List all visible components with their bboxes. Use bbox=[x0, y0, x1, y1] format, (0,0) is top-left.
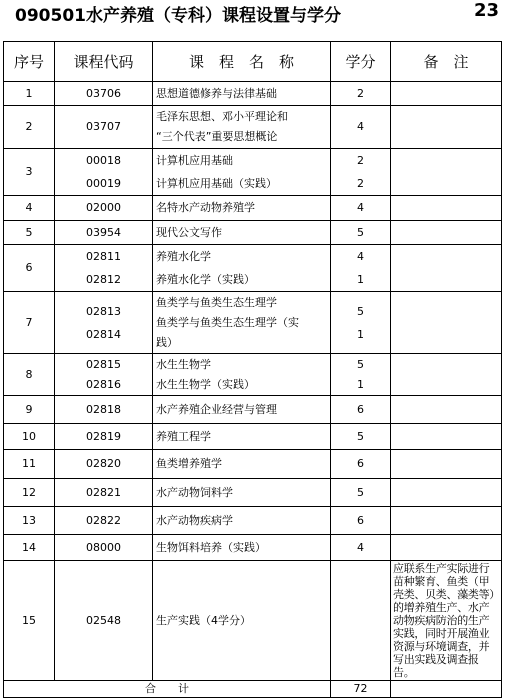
course-code-line: 02811 bbox=[86, 250, 121, 263]
total-label: 合 计 bbox=[4, 681, 331, 698]
table-row bbox=[4, 396, 502, 424]
col-header-credit: 学分 bbox=[331, 42, 391, 82]
credit-line: 1 bbox=[357, 377, 364, 391]
course-code: 03707 bbox=[55, 106, 153, 149]
credit: 6 bbox=[331, 507, 391, 535]
row-number: 13 bbox=[4, 507, 55, 535]
note-cell bbox=[391, 149, 502, 196]
course-code: 08000 bbox=[55, 535, 153, 561]
credit bbox=[331, 292, 391, 354]
table-row bbox=[4, 106, 502, 149]
credit bbox=[331, 149, 391, 196]
course-code-line: 00019 bbox=[86, 177, 121, 190]
credit-line: 1 bbox=[357, 327, 364, 341]
col-header-no: 序号 bbox=[4, 42, 55, 82]
table-row bbox=[4, 507, 502, 535]
course-name-line: 养殖水化学 bbox=[156, 250, 211, 263]
course-name-line: 鱼类学与鱼类生态生理学 bbox=[156, 295, 277, 309]
credit-line: 5 bbox=[357, 357, 364, 371]
credit bbox=[331, 354, 391, 396]
note-cell bbox=[391, 507, 502, 535]
note-cell bbox=[391, 450, 502, 479]
course-code-line: 02813 bbox=[86, 304, 121, 318]
total-row bbox=[4, 681, 502, 698]
table-row bbox=[4, 196, 502, 221]
course-code: 02820 bbox=[55, 450, 153, 479]
course-code: 02822 bbox=[55, 507, 153, 535]
credit-line: 2 bbox=[357, 177, 364, 190]
credit: 5 bbox=[331, 424, 391, 450]
credit: 4 bbox=[331, 106, 391, 149]
row-number: 7 bbox=[4, 292, 55, 354]
course-code-line: 02814 bbox=[86, 327, 121, 341]
course-name bbox=[153, 292, 331, 354]
row-number: 9 bbox=[4, 396, 55, 424]
note-cell bbox=[391, 221, 502, 245]
note-cell bbox=[391, 292, 502, 354]
course-name-line: 计算机应用基础（实践） bbox=[156, 177, 277, 190]
total-credit: 72 bbox=[331, 681, 391, 698]
row-number: 15 bbox=[4, 561, 55, 681]
course-code: 02819 bbox=[55, 424, 153, 450]
course-code bbox=[55, 354, 153, 396]
note-cell bbox=[391, 424, 502, 450]
credit bbox=[331, 561, 391, 681]
credit: 6 bbox=[331, 450, 391, 479]
course-name: 生物饵料培养（实践） bbox=[153, 535, 331, 561]
total-note-cell bbox=[391, 681, 502, 698]
page-number: 23 bbox=[473, 0, 499, 21]
note-cell bbox=[391, 245, 502, 292]
course-name: 水产动物饲料学 bbox=[153, 479, 331, 507]
course-name bbox=[153, 149, 331, 196]
course-code: 02818 bbox=[55, 396, 153, 424]
table-row bbox=[4, 149, 502, 196]
course-name-line: 践） bbox=[156, 335, 178, 349]
credit: 5 bbox=[331, 221, 391, 245]
credit-line: 5 bbox=[357, 304, 364, 318]
course-table bbox=[3, 41, 502, 698]
credit-line: 2 bbox=[357, 154, 364, 167]
credit bbox=[331, 245, 391, 292]
row-number: 2 bbox=[4, 106, 55, 149]
course-name-line: 计算机应用基础 bbox=[156, 154, 233, 167]
page-header bbox=[0, 0, 505, 30]
note-cell bbox=[391, 354, 502, 396]
table-row bbox=[4, 292, 502, 354]
table-row bbox=[4, 245, 502, 292]
page-title: 090501水产养殖（专科）课程设置与学分 bbox=[15, 6, 341, 26]
course-code: 02000 bbox=[55, 196, 153, 221]
course-name: 现代公文写作 bbox=[153, 221, 331, 245]
course-code: 02548 bbox=[55, 561, 153, 681]
course-code-line: 00018 bbox=[86, 154, 121, 167]
course-name-line: 养殖水化学（实践） bbox=[156, 273, 255, 286]
course-code bbox=[55, 292, 153, 354]
table-row bbox=[4, 479, 502, 507]
course-name bbox=[153, 354, 331, 396]
course-code: 03706 bbox=[55, 82, 153, 106]
table-row bbox=[4, 424, 502, 450]
course-name-line: 水生生物学（实践） bbox=[156, 377, 255, 391]
course-code-line: 02812 bbox=[86, 273, 121, 286]
note-cell bbox=[391, 82, 502, 106]
col-header-note: 备 注 bbox=[391, 42, 502, 82]
row-number: 1 bbox=[4, 82, 55, 106]
course-code: 02821 bbox=[55, 479, 153, 507]
note-cell: 应联系生产实际进行苗种繁育、鱼类（甲壳类、贝类、藻类等）的增养殖生产、水产动物疾病防治的生产实践，同时开展渔业资源与环境调查，并写出实践及调查报告。 bbox=[391, 561, 502, 681]
row-number: 5 bbox=[4, 221, 55, 245]
note-cell bbox=[391, 106, 502, 149]
course-name: 水产养殖企业经营与管理 bbox=[153, 396, 331, 424]
course-name: 生产实践（4学分） bbox=[153, 561, 331, 681]
course-code-line: 02816 bbox=[86, 377, 121, 391]
course-name: 名特水产动物养殖学 bbox=[153, 196, 331, 221]
course-name-line: 水生生物学 bbox=[156, 357, 211, 371]
table-row bbox=[4, 450, 502, 479]
course-name: 水产动物疾病学 bbox=[153, 507, 331, 535]
course-code: 03954 bbox=[55, 221, 153, 245]
credit-line: 1 bbox=[357, 273, 364, 286]
note-cell bbox=[391, 535, 502, 561]
table-header-row bbox=[4, 42, 502, 82]
course-name: 养殖工程学 bbox=[153, 424, 331, 450]
credit: 6 bbox=[331, 396, 391, 424]
table-row bbox=[4, 82, 502, 106]
col-header-code: 课程代码 bbox=[55, 42, 153, 82]
course-name bbox=[153, 106, 331, 149]
credit-line: 4 bbox=[357, 250, 364, 263]
credit: 4 bbox=[331, 535, 391, 561]
course-name-line: 毛泽东思想、邓小平理论和 bbox=[156, 110, 288, 123]
row-number: 12 bbox=[4, 479, 55, 507]
course-code bbox=[55, 149, 153, 196]
credit: 2 bbox=[331, 82, 391, 106]
row-number: 4 bbox=[4, 196, 55, 221]
table-row bbox=[4, 221, 502, 245]
note-cell bbox=[391, 196, 502, 221]
table-row bbox=[4, 354, 502, 396]
row-number: 6 bbox=[4, 245, 55, 292]
col-header-name: 课 程 名 称 bbox=[153, 42, 331, 82]
table-row bbox=[4, 535, 502, 561]
credit: 4 bbox=[331, 196, 391, 221]
course-name: 鱼类增养殖学 bbox=[153, 450, 331, 479]
row-number: 14 bbox=[4, 535, 55, 561]
note-cell bbox=[391, 396, 502, 424]
row-number: 11 bbox=[4, 450, 55, 479]
course-name: 思想道德修养与法律基础 bbox=[153, 82, 331, 106]
course-name-line: “三个代表”重要思想概论 bbox=[156, 130, 278, 143]
course-code-line: 02815 bbox=[86, 357, 121, 371]
course-code bbox=[55, 245, 153, 292]
row-number: 3 bbox=[4, 149, 55, 196]
note-cell bbox=[391, 479, 502, 507]
course-name bbox=[153, 245, 331, 292]
row-number: 8 bbox=[4, 354, 55, 396]
course-name-line: 鱼类学与鱼类生态生理学（实 bbox=[156, 315, 299, 329]
credit: 5 bbox=[331, 479, 391, 507]
table-row bbox=[4, 561, 502, 681]
row-number: 10 bbox=[4, 424, 55, 450]
